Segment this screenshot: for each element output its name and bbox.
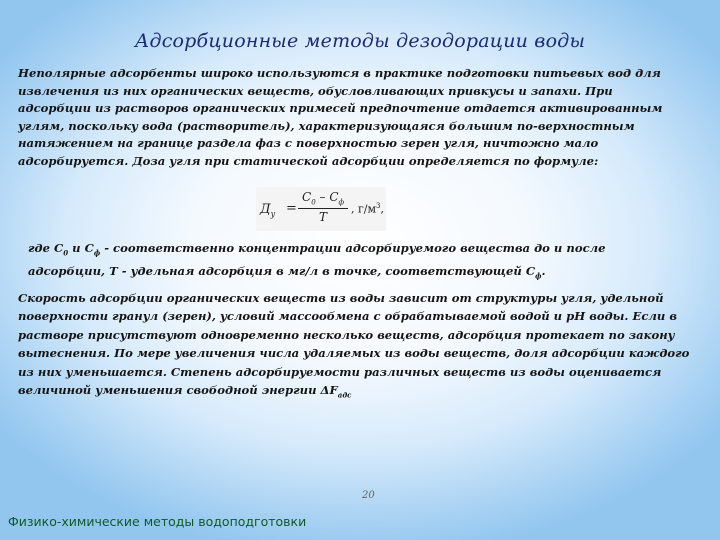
formula-equals: = [286,201,297,216]
page-number: 20 [362,490,375,501]
formula-fraction [298,190,348,224]
intro-paragraph: Неполярные адсорбенты широко используются в практике подготовки питьевых вод для извлечения из них органических веществ, обусловливающих привкусы и запахи. При адсорбции из растворов органических примесей предпочтение отдается активированным углям, поскольку вода (растворитель), характеризующаяся большим по-верхностным натяжением на границе раздела фаз с поверхностью зерен угля, ничтожно мало адсорбируется. Доза угля при статической адсорбции определяется по формуле: [18,66,663,168]
formula-denominator: T [318,210,327,225]
adsorption-rate-paragraph: Скорость адсорбции органических веществ из воды зависит от структуры угля, удельной поверхности гранул (зерен), условий массообмена с обрабатываемой водой и pH воды. Если в растворе присутствуют одновременно несколько веществ, адсорбция протекает по закону вытеснения. По мере увеличения числа удаляемых из воды веществ, доля адсорбции каждого из них уменьшается. Степень адсорбируемости различных веществ из воды оценивается величиной уменьшения свободной энергии $\Delta F_{адс}$ [18,291,690,400]
formula-unit: , $г/м^3$, [351,202,384,216]
footer-caption: Физико-химические методы водоподготовки [8,514,307,529]
formula-numerator: $С_0 - С_ф$ [298,190,348,209]
formula-legend-paragraph: где $С_0$ и $С_ф$ - соответственно концентрации адсорбируемого вещества до и после адсорбции, Т - удельная адсорбция в мг/л в точке, соответствующей $С_ф$. [28,241,606,281]
dose-formula [256,187,386,231]
slide-title: Адсорбционные методы дезодорации воды [134,30,586,52]
formula-lhs: $Д_у$ [260,202,276,219]
